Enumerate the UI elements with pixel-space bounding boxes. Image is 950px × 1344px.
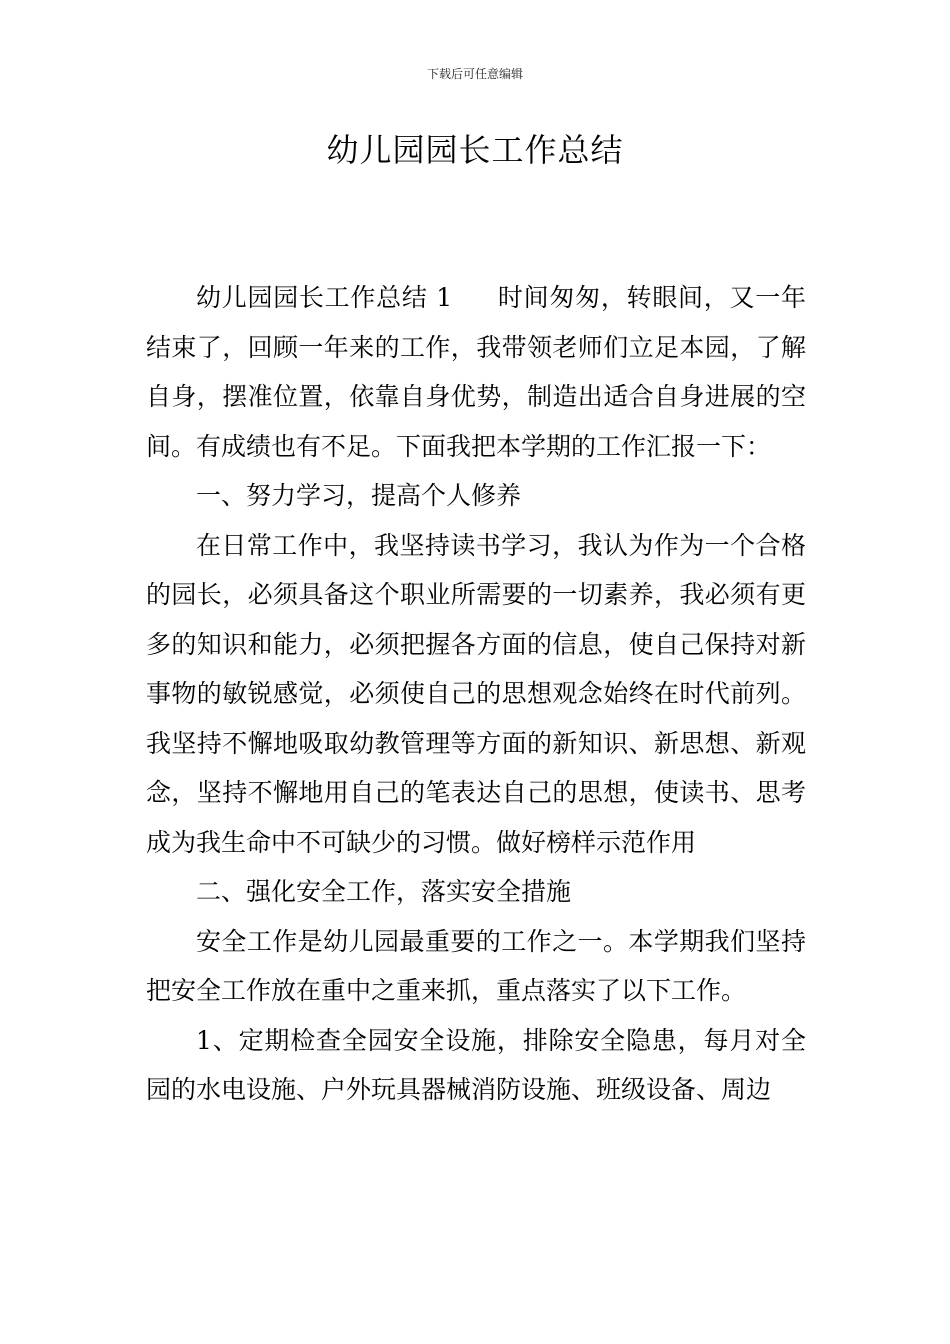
body-paragraph-3: 1、定期检查全园安全设施，排除安全隐患，每月对全园的水电设施、户外玩具器械消防设施、班级设备、周边 [146, 1025, 806, 1104]
intro-heading: 幼儿园园长工作总结 1 [196, 283, 453, 312]
intro-paragraph [146, 273, 806, 471]
section-heading-2: 二、强化安全工作，落实安全措施 [196, 877, 572, 906]
body-paragraph-2: 安全工作是幼儿园最重要的工作之一。本学期我们坚持把安全工作放在重中之重来抓，重点落实了以下工作。 [146, 926, 806, 1005]
intro-text: 时间匆匆，转眼间，又一年结束了，回顾一年来的工作，我带领老师们立足本园，了解自身，摆准位置，依靠自身优势，制造出适合自身进展的空间。有成绩也有不足。下面我把本学期的工作汇报一下： [146, 283, 806, 461]
document-title: 幼儿园园长工作总结 [326, 131, 624, 169]
header-note: 下载后可任意编辑 [426, 67, 523, 81]
section-heading-1: 一、努力学习，提高个人修养 [196, 481, 522, 510]
body-paragraph-1: 在日常工作中，我坚持读书学习，我认为作为一个合格的园长，必须具备这个职业所需要的一切素养，我必须有更多的知识和能力，必须把握各方面的信息，使自己保持对新事物的敏锐感觉，必须使自己的思想观念始终在时代前列。我坚持不懈地吸取幼教管理等方面的新知识、新思想、新观念，坚持不懈地用自己的笔表达自己的思想，使读书、思考成为我生命中不可缺少的习惯。做好榜样示范作用 [146, 530, 806, 857]
document-body [146, 273, 806, 1115]
